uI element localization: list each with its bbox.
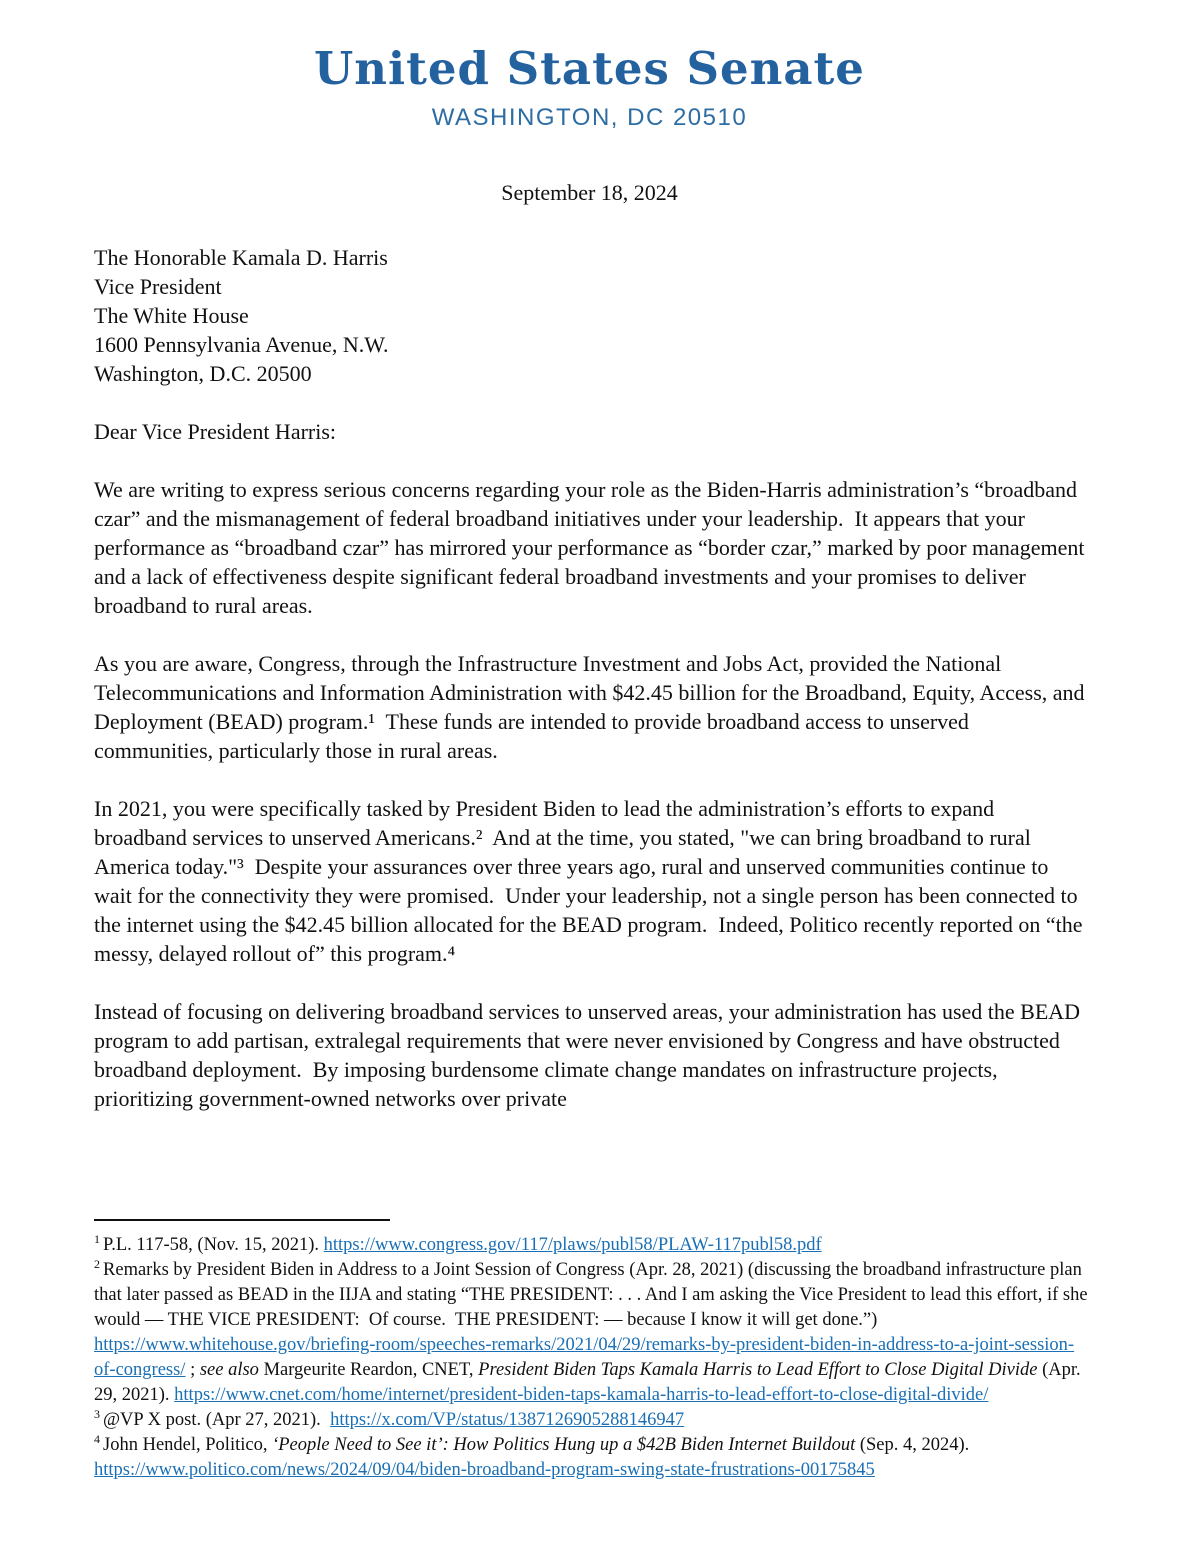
senate-letterhead-title: United States Senate <box>314 42 865 95</box>
letterhead <box>94 44 1085 132</box>
recipient-city: Washington, D.C. 20500 <box>94 360 312 386</box>
footnote-4-marker: 4 <box>94 1431 101 1446</box>
recipient-org: The White House <box>94 302 249 328</box>
body-paragraph-2: As you are aware, Congress, through the Infrastructure Investment and Jobs Act, provided the National Telecommunications and Information Administration with $42.45 billion for the Broadband, Equity, Access, and Deployment (BEAD) program.¹ These funds are intended to provide broadband access to unserved communities, particularly those in rural areas. <box>94 650 1091 763</box>
body-paragraph-4: Instead of focusing on delivering broadband services to unserved areas, your administration has used the BEAD program to add partisan, extralegal requirements that were never envisioned by Congress and have obstructed broadband deployment. By imposing burdensome climate change mandates on infrastructure projects, prioritizing government-owned networks over private <box>94 998 1086 1111</box>
recipient-address-block <box>94 243 1085 388</box>
footnote-2-cnet-link[interactable]: https://www.cnet.com/home/internet/president-biden-taps-kamala-harris-to-lead-effort-to-close-digital-divide/ <box>174 1385 989 1405</box>
footnote-2-marker: 2 <box>94 1256 101 1271</box>
letterhead-address: WASHINGTON, DC 20510 <box>431 103 748 131</box>
footnote-4-text-1: John Hendel, Politico, <box>103 1435 273 1455</box>
footnote-1 <box>94 1233 1089 1258</box>
footnote-2-text-2: ; <box>185 1360 200 1380</box>
footnote-1-marker: 1 <box>94 1231 101 1246</box>
body-paragraph-1: We are writing to express serious concerns regarding your role as the Biden-Harris administration’s “broadband czar” and the mismanagement of federal broadband initiatives under your leadership. It appears that your performance as “broadband czar” has mirrored your performance as “border czar,” marked by poor management and a lack of effectiveness despite significant federal broadband investments and your promises to deliver broadband to rural areas. <box>94 476 1090 618</box>
footnote-2-see-also: see also <box>199 1360 259 1380</box>
footnote-separator <box>94 1219 390 1221</box>
letter-date: September 18, 2024 <box>501 179 678 205</box>
footnote-4-text-2: (Sep. 4, 2024). <box>855 1435 974 1455</box>
footnote-2-article-title: President Biden Taps Kamala Harris to Lead Effort to Close Digital Divide <box>478 1360 1038 1380</box>
footnote-4-article-title: ‘People Need to See it’: How Politics Hung up a $42B Biden Internet Buildout <box>272 1435 856 1455</box>
footnote-3 <box>94 1408 1089 1433</box>
footnote-3-text: @VP X post. (Apr 27, 2021). <box>103 1410 331 1430</box>
footnote-1-link[interactable]: https://www.congress.gov/117/plaws/publ58/PLAW-117publ58.pdf <box>323 1235 822 1255</box>
footnotes-section <box>94 1219 1093 1483</box>
body-paragraph-3: In 2021, you were specifically tasked by President Biden to lead the administration’s efforts to expand broadband services to unserved Americans.² And at the time, you stated, "we can bring broadband to rural America today."³ Despite your assurances over three years ago, rural and unserved communities continue to wait for the connectivity they were promised. Under your leadership, not a single person has been connected to the internet using the $42.45 billion allocated for the BEAD program. Indeed, Politico recently reported on “the messy, delayed rollout of” this program.⁴ <box>94 795 1088 966</box>
footnote-4 <box>94 1433 1089 1483</box>
footnote-3-marker: 3 <box>94 1406 101 1421</box>
footnote-2-whitehouse-link[interactable]: https://www.whitehouse.gov/briefing-room/speeches-remarks/2021/04/29/remarks-by-president-biden-in-address-to-a-joint-session-of-congress/ <box>94 1335 1075 1380</box>
footnote-2 <box>94 1256 1093 1408</box>
footnote-2-text-1: Remarks by President Biden in Address to a Joint Session of Congress (Apr. 28, 2021) (discussing the broadband infrastructure plan that later passed as BEAD in the IIJA and stating “THE PRESIDENT: . . . And I am asking the Vice President to lead this effort, if she would — THE VICE PRESIDENT: Of course. THE PRESIDENT: — because I know it will get done.”) <box>94 1260 1093 1330</box>
footnote-3-link[interactable]: https://x.com/VP/status/1387126905288146947 <box>330 1410 685 1430</box>
footnote-4-link[interactable]: https://www.politico.com/news/2024/09/04/biden-broadband-program-swing-state-frustrations-00175845 <box>94 1460 875 1480</box>
footnote-2-text-4: (Apr. 29, 2021). <box>94 1360 1086 1405</box>
recipient-title: Vice President <box>94 273 222 299</box>
salutation: Dear Vice President Harris: <box>94 418 337 444</box>
recipient-name: The Honorable Kamala D. Harris <box>94 244 388 270</box>
recipient-street: 1600 Pennsylvania Avenue, N.W. <box>94 331 389 357</box>
footnote-1-text: P.L. 117-58, (Nov. 15, 2021). <box>103 1235 324 1255</box>
footnote-2-text-3: Margeurite Reardon, CNET, <box>258 1360 479 1380</box>
